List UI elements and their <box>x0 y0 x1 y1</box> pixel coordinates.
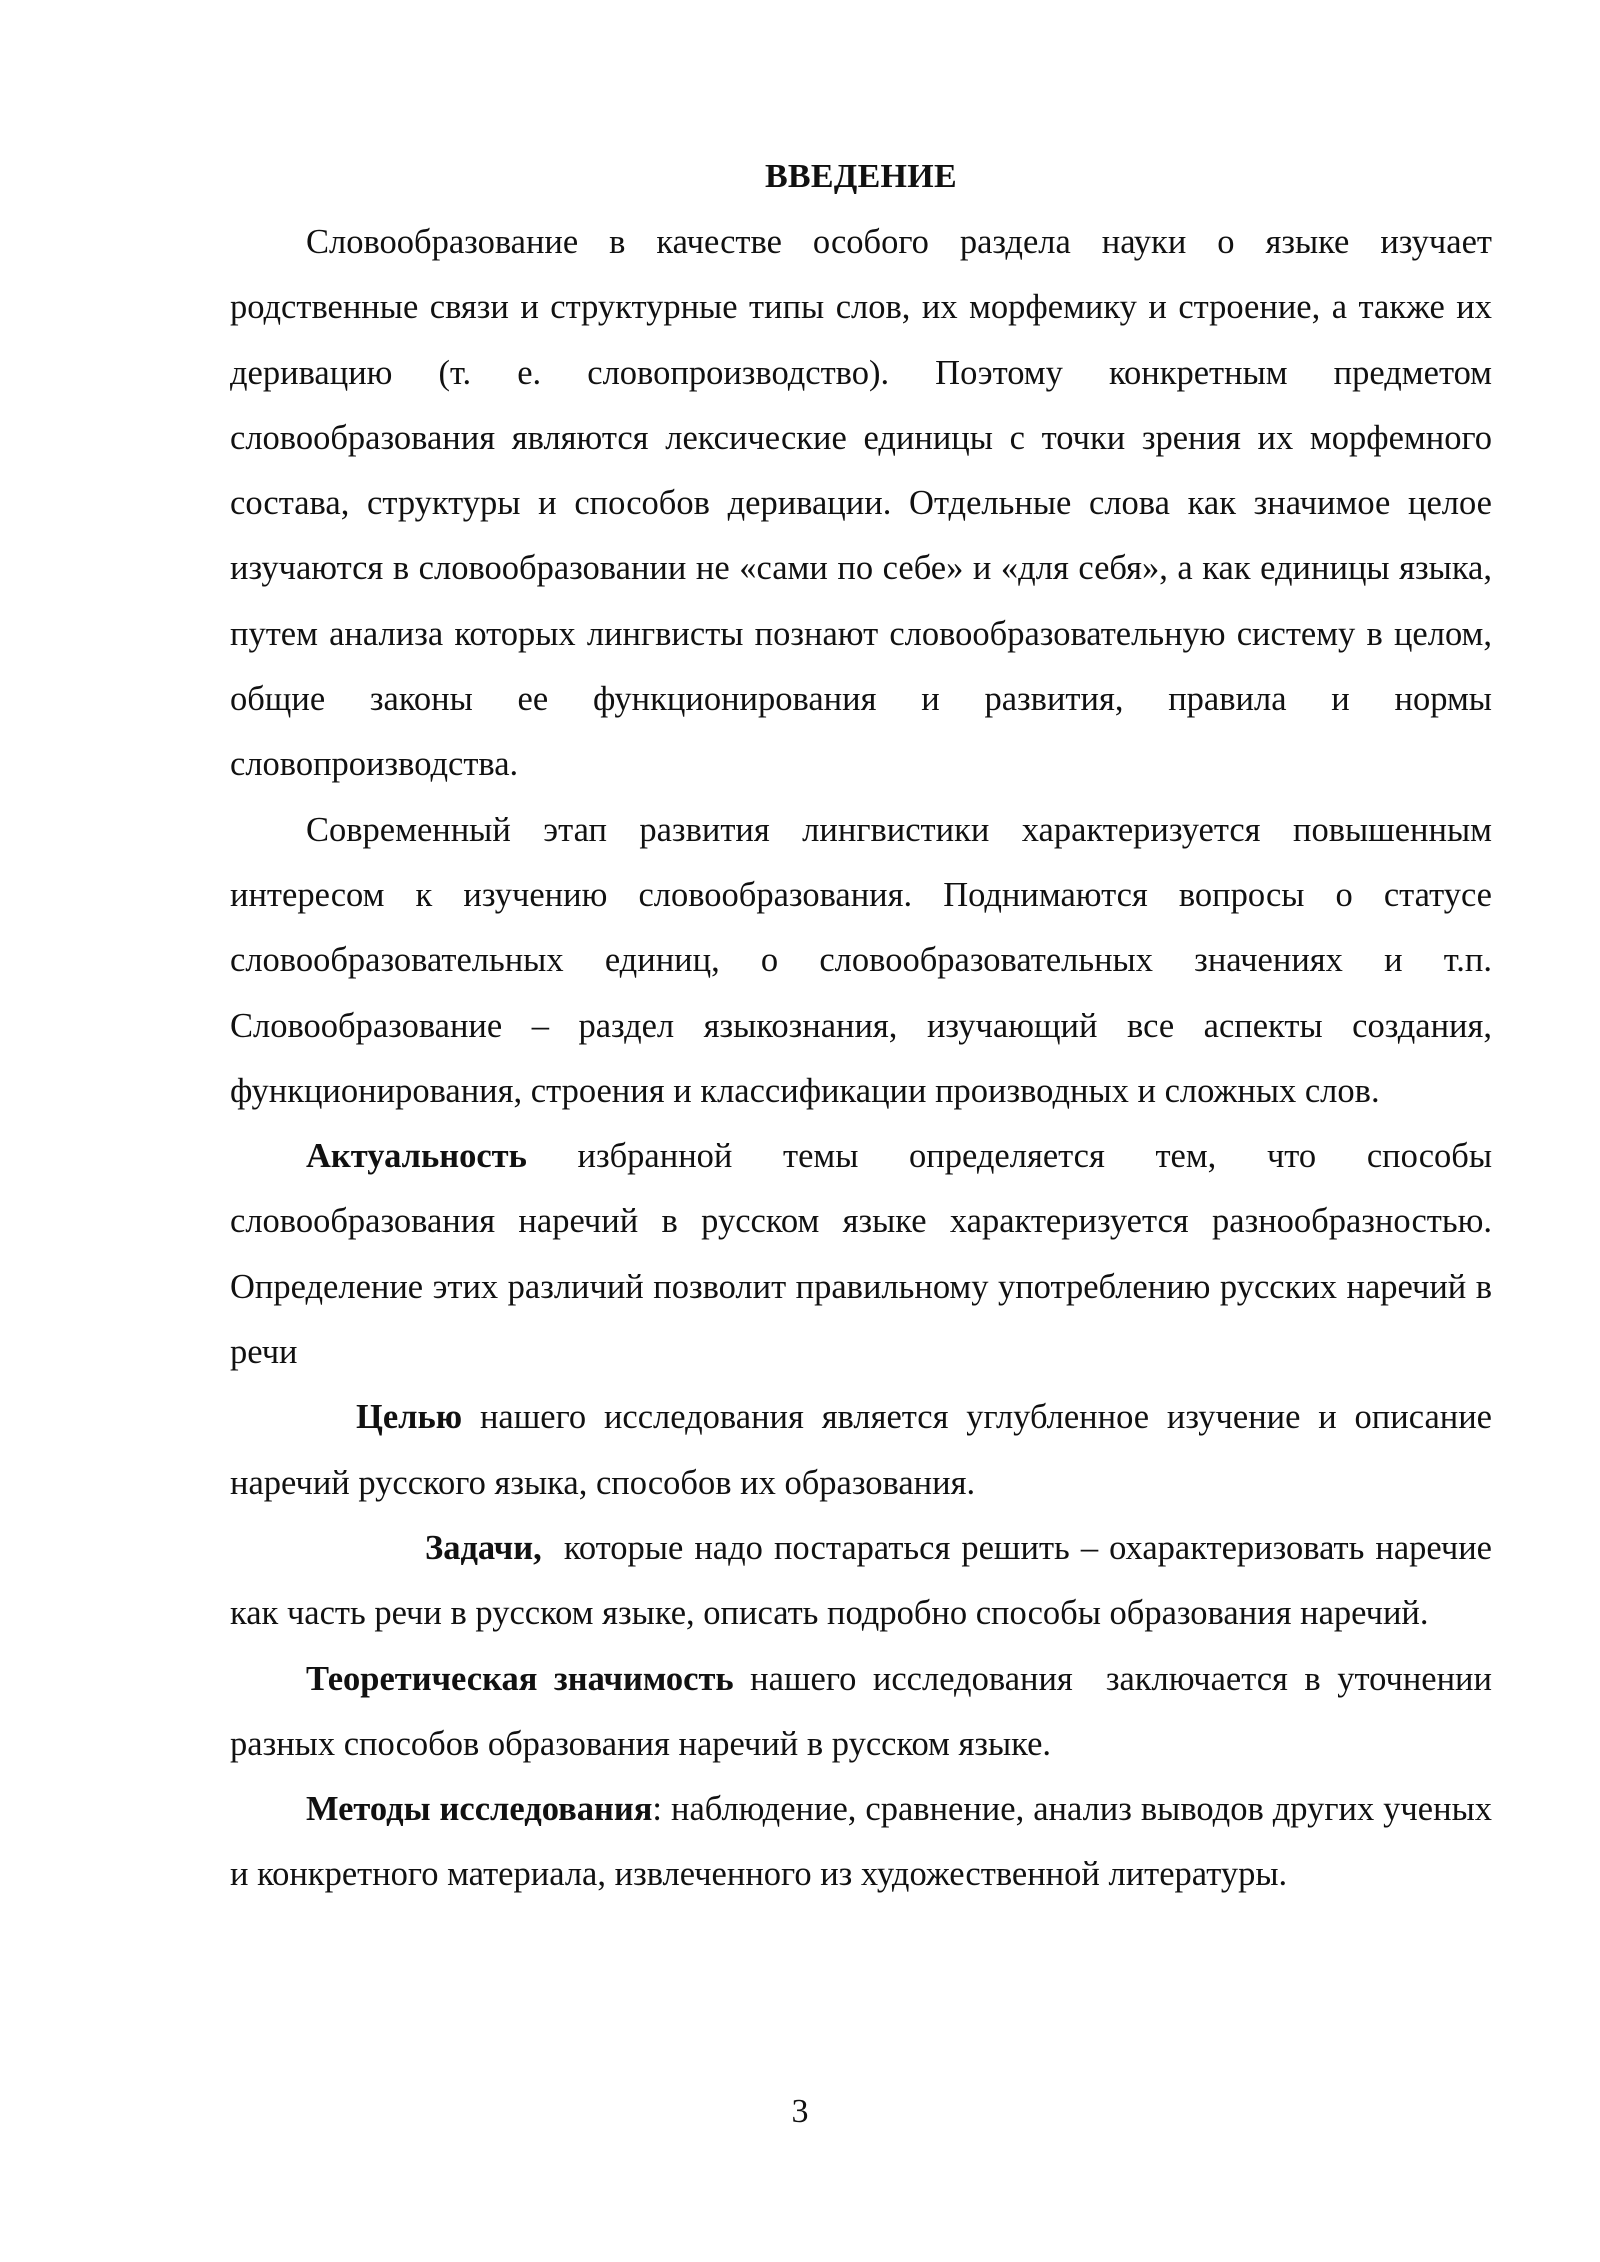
term-methods: Методы исследования <box>306 1790 653 1829</box>
page-content <box>230 145 1501 1908</box>
term-tasks: Задачи, <box>425 1528 542 1567</box>
term-relevance: Актуальность <box>306 1137 527 1176</box>
paragraph-methods <box>230 1777 1492 1908</box>
paragraph-text: Словообразование в качестве особого раздела науки о языке изучает родственные связи и структурные типы слов, их морфемику и строение, а также их деривацию (т. е. словопроизводство). Поэтому конкретным предметом словообразования являются лексические единицы с точки зрения их морфемного состава, структуры и способов деривации. Отдельные слова как значимое целое изучаются в словообразовании не «сами по себе» и «для себя», а как единицы языка, путем анализа которых лингвисты познают словообразовательную систему в целом, общие законы ее функционирования и развития, правила и нормы словопроизводства. <box>230 223 1492 784</box>
paragraph-text: Современный этап развития лингвистики характеризуется повышенным интересом к изучению словообразования. Поднимаются вопросы о статусе словообразовательных единиц, о словообразовательных значениях и т.п. Словообразование – раздел языкознания, изучающий все аспекты создания, функционирования, строения и классификации производных и сложных слов. <box>230 810 1492 1110</box>
paragraph-relevance <box>230 1124 1492 1385</box>
section-heading: ВВЕДЕНИЕ <box>764 158 958 195</box>
paragraph-intro <box>230 210 1492 798</box>
paragraph-theoretical-significance <box>230 1647 1501 1778</box>
paragraph-tasks <box>230 1516 1501 1647</box>
paragraph-text: которые надо постараться решить – охарактеризовать наречие как часть речи в русском языке, описать подробно способы образования наречий. <box>230 1528 1501 1633</box>
term-goal: Целью <box>356 1398 463 1437</box>
paragraph-modern-stage <box>230 798 1492 1124</box>
paragraph-text: нашего исследования заключается в уточнении разных способов образования наречий в русском языке. <box>230 1659 1501 1763</box>
page-number: 3 <box>791 2093 809 2130</box>
paragraph-text: нашего исследования является углубленное изучение и описание наречий русского языка, способов их образования. <box>230 1398 1492 1502</box>
term-theoretical-significance: Теоретическая значимость <box>306 1659 734 1698</box>
paragraph-text: : наблюдение, сравнение, анализ выводов других ученых и конкретного материала, извлеченного из художественной литературы. <box>230 1790 1492 1894</box>
paragraph-text: избранной темы определяется тем, что способы словообразования наречий в русском языке характеризуется разнообразностью. Определение этих различий позволит правильному употреблению русских наречий в речи <box>230 1137 1492 1372</box>
paragraph-goal <box>230 1385 1492 1516</box>
